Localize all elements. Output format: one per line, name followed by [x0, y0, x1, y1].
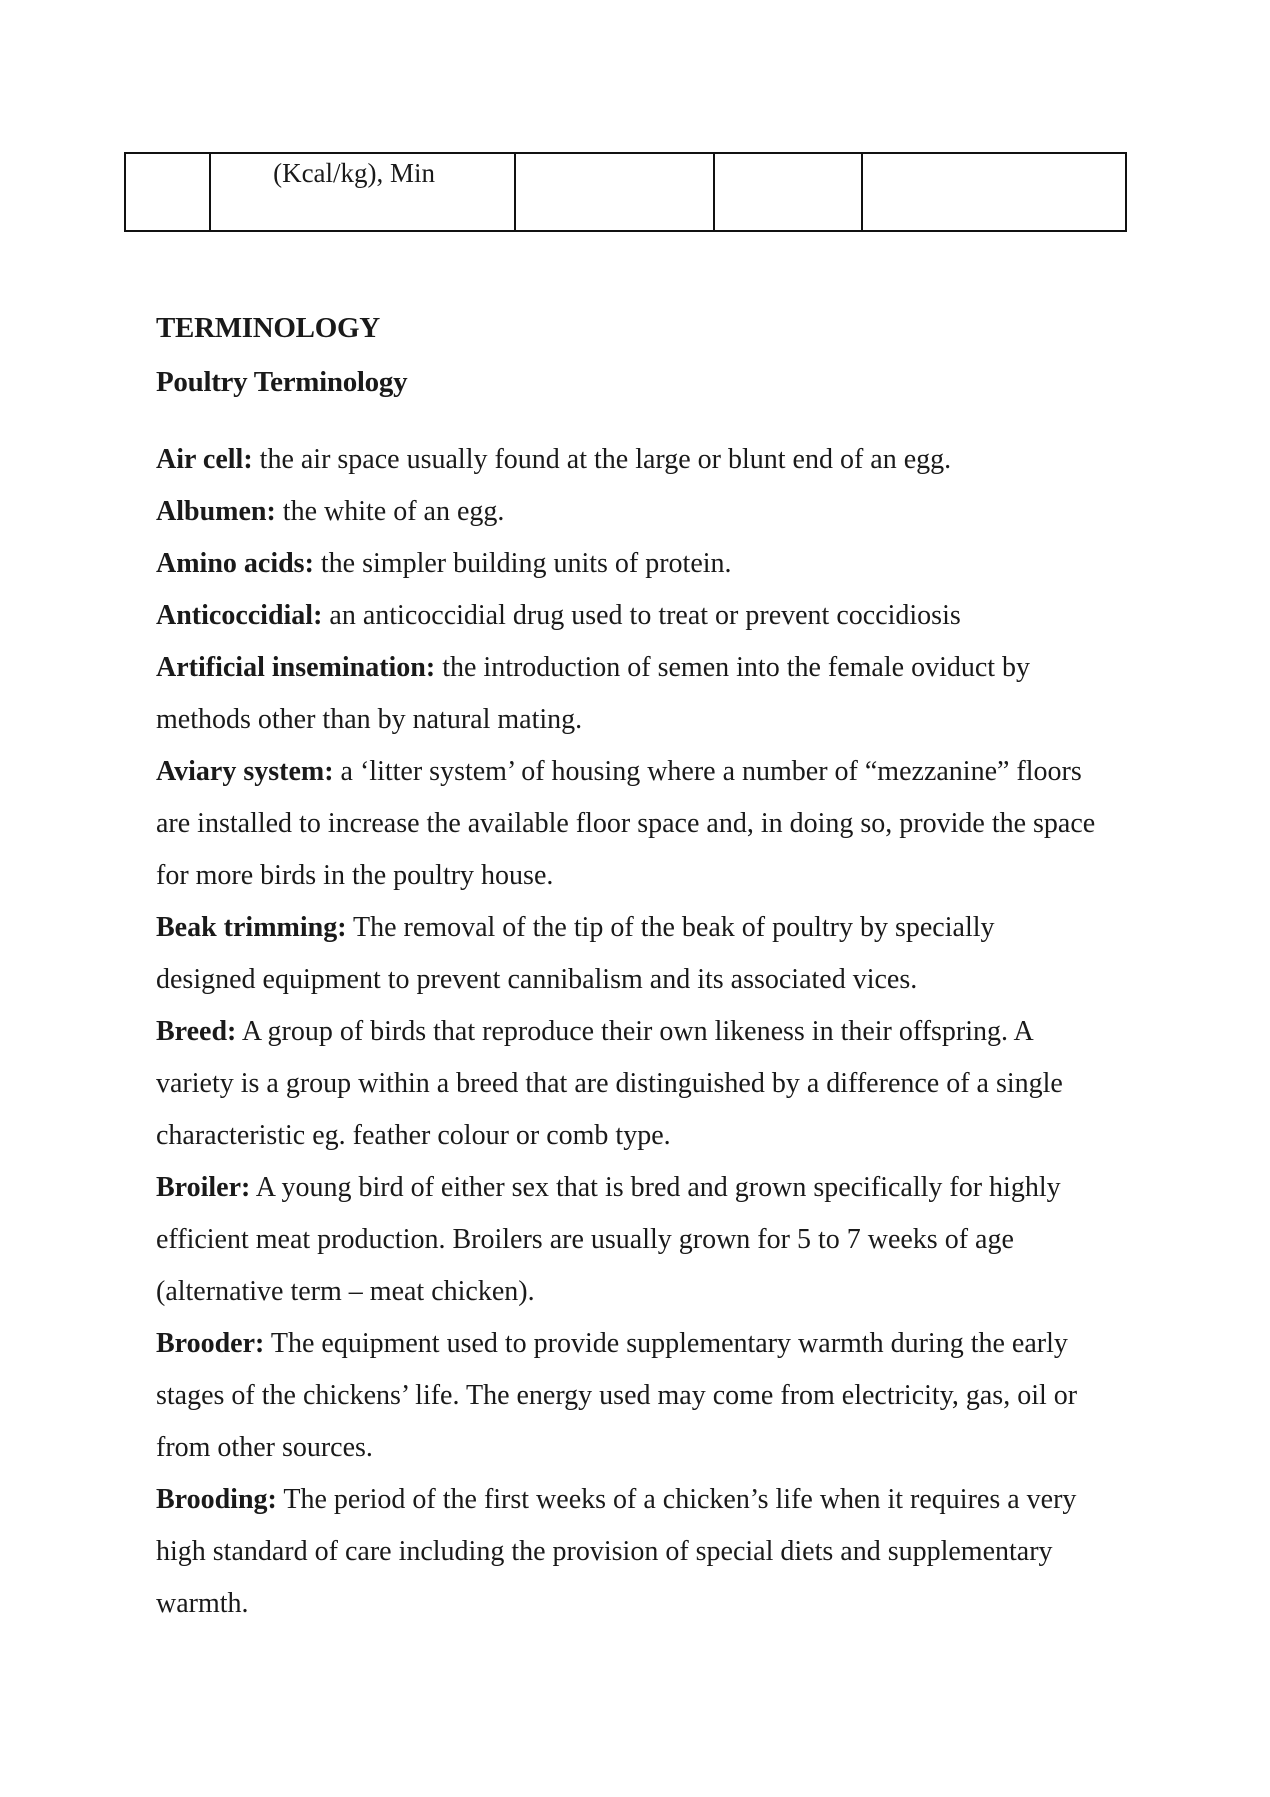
glossary-definition: the air space usually found at the large or blunt end of an egg.: [252, 444, 952, 475]
glossary-entry-artificial-insemination: [156, 642, 1096, 746]
glossary-entry-anticoccidial: [156, 590, 1096, 642]
glossary-definition: A group of birds that reproduce their own likeness in their offspring. A variety is a group within a breed that are distinguished by a difference of a single characteristic eg. feather colour or comb type.: [156, 1016, 1063, 1151]
glossary-entry-brooding: [156, 1474, 1096, 1630]
glossary-entry-beak-trimming: [156, 902, 1096, 1006]
glossary-definition: The removal of the tip of the beak of poultry by specially designed equipment to prevent cannibalism and its associated vices.: [156, 912, 995, 995]
glossary-definition: the simpler building units of protein.: [313, 548, 732, 579]
glossary-entry-aviary-system: [156, 746, 1096, 902]
glossary-term: Aviary system:: [156, 756, 334, 787]
glossary-definition: the introduction of semen into the female oviduct by methods other than by natural mating.: [156, 652, 1031, 735]
glossary-definition: a ‘litter system’ of housing where a number of “mezzanine” floors are installed to increase the available floor space and, in doing so, provide the space for more birds in the poultry house.: [156, 756, 1096, 891]
glossary-term: Beak trimming:: [156, 912, 347, 943]
glossary-entry-albumen: [156, 486, 1096, 538]
glossary-entry-brooder: [156, 1318, 1096, 1474]
glossary-definition: an anticoccidial drug used to treat or prevent coccidiosis: [322, 600, 961, 631]
glossary-entry-amino-acids: [156, 538, 1096, 590]
table-cell: [714, 153, 862, 231]
glossary-term: Amino acids:: [156, 548, 314, 579]
glossary-entry-broiler: [156, 1162, 1096, 1318]
subsection-heading: Poultry Terminology: [156, 366, 408, 398]
glossary-definition: The period of the first weeks of a chicken’s life when it requires a very high standard of care including the provision of special diets and supplementary warmth.: [156, 1484, 1077, 1619]
glossary-list: [156, 434, 1096, 1630]
section-heading: TERMINOLOGY: [156, 312, 380, 344]
glossary-term: Anticoccidial:: [156, 600, 323, 631]
table-row: [125, 153, 1126, 231]
glossary-term: Breed:: [156, 1016, 237, 1047]
glossary-entry-air-cell: [156, 434, 1096, 486]
glossary-term: Air cell:: [156, 444, 253, 475]
glossary-definition: A young bird of either sex that is bred and grown specifically for highly efficient meat production. Broilers are usually grown for 5 to 7 weeks of age (alternative term – meat chicken).: [156, 1172, 1061, 1307]
glossary-definition: the white of an egg.: [275, 496, 505, 527]
glossary-definition: The equipment used to provide supplementary warmth during the early stages of the chickens’ life. The energy used may come from electricity, gas, oil or from other sources.: [156, 1328, 1078, 1463]
table-cell-energy-min: (Kcal/kg), Min: [210, 153, 515, 231]
glossary-term: Broiler:: [156, 1172, 251, 1203]
table-cell: [515, 153, 713, 231]
table-cell: [862, 153, 1126, 231]
glossary-term: Brooder:: [156, 1328, 265, 1359]
glossary-entry-breed: [156, 1006, 1096, 1162]
table-cell: [125, 153, 210, 231]
glossary-term: Artificial insemination:: [156, 652, 436, 683]
nutrient-table-fragment: [124, 152, 1127, 232]
glossary-term: Albumen:: [156, 496, 276, 527]
glossary-term: Brooding:: [156, 1484, 277, 1515]
